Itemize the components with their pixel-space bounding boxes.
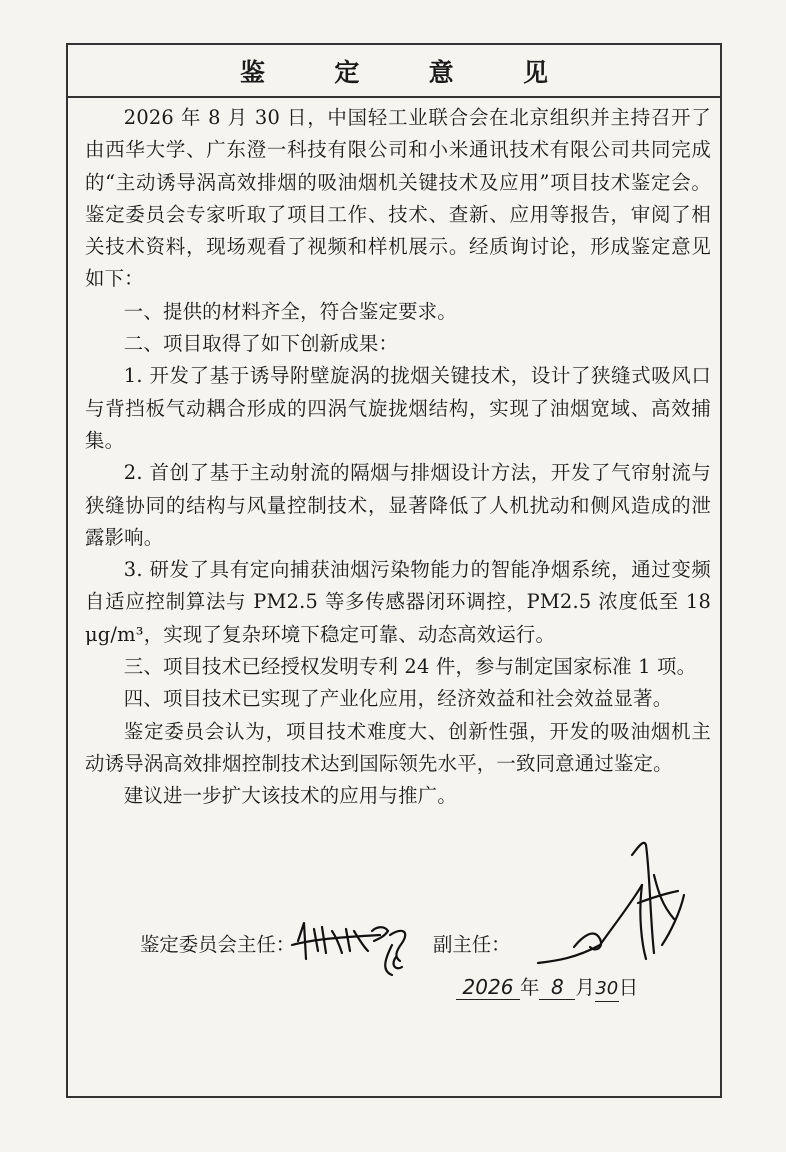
paragraph-conclusion: 鉴定委员会认为，项目技术难度大、创新性强，开发的吸油烟机主动诱导涡高效排烟控制技术达到国际领先水平，一致同意通过鉴定。	[85, 719, 711, 775]
date-year-suffix: 年	[520, 976, 540, 999]
paragraph-item-3: 三、项目技术已经授权发明专利 24 件，参与制定国家标准 1 项。	[123, 655, 697, 679]
chair-label: 鉴定委员会主任：	[140, 933, 296, 956]
chair-signature	[284, 901, 424, 981]
signature-area	[68, 45, 720, 1096]
paragraph-item-2: 二、项目取得了如下创新成果：	[123, 332, 399, 356]
title-char: 意	[428, 57, 454, 87]
paragraph-achievement-3: 3. 研发了具有定向捕获油烟污染物能力的智能净烟系统，通过变频自适应控制算法与 PM2.5 等多传感器闭环调控，PM2.5 浓度低至 18 μg/m³，实现了复杂环境下稳定可靠、动态高效运行。	[85, 558, 711, 646]
paragraph-achievement-2: 2. 首创了基于主动射流的隔烟与排烟设计方法，开发了气帘射流与狭缝协同的结构与风量控制技术，显著降低了人机扰动和侧风造成的泄露影响。	[85, 461, 711, 549]
paragraph-item-1: 一、提供的材料齐全，符合鉴定要求。	[123, 299, 457, 323]
vice-chair-label: 副主任：	[433, 933, 511, 956]
paragraph-item-4: 四、项目技术已实现了产业化应用，经济效益和社会效益显著。	[123, 687, 673, 711]
opinion-table	[66, 43, 722, 1098]
date-month-suffix: 月	[575, 976, 595, 999]
title-char: 定	[334, 57, 360, 87]
signing-date	[456, 975, 638, 1002]
paragraph-intro: 2026 年 8 月 30 日，中国轻工业联合会在北京组织并主持召开了由西华大学、广东澄一科技有限公司和小米通讯技术有限公司共同完成的“主动诱导涡高效排烟的吸油烟机关键技术及应用”项目技术鉴定会。鉴定委员会专家听取了项目工作、技术、查新、应用等报告，审阅了相关技术资料，现场观看了视频和样机展示。经质询讨论，形成鉴定意见如下：	[85, 106, 711, 291]
date-month: 8	[539, 975, 575, 1000]
date-day: 30	[595, 977, 619, 1002]
title-char: 鉴	[240, 57, 266, 87]
paragraph-suggestion: 建议进一步扩大该技术的应用与推广。	[123, 784, 457, 808]
vice-chair-signature	[534, 835, 704, 975]
paragraph-achievement-1: 1. 开发了基于诱导附壁旋涡的拢烟关键技术，设计了狭缝式吸风口与背挡板气动耦合形成的四涡气旋拢烟结构，实现了油烟宽域、高效捕集。	[85, 364, 711, 452]
date-year: 2026	[456, 975, 520, 1000]
title-char: 见	[522, 57, 548, 87]
date-day-suffix: 日	[618, 976, 639, 999]
